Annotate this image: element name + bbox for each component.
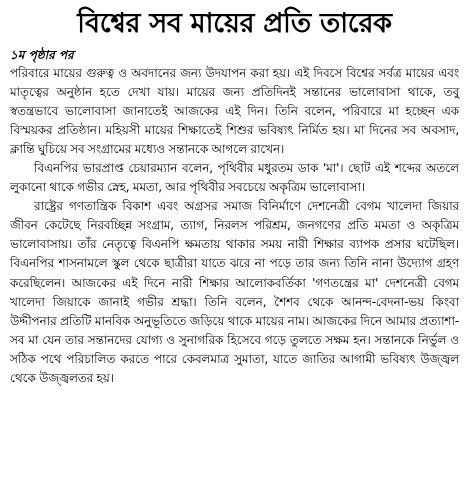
article-body xyxy=(10,64,459,388)
headline: বিশ্বের সব মায়ের প্রতি তারেক xyxy=(77,8,392,39)
article-paragraph: বিএনপির ভারপ্রাপ্ত চেয়ারম্যান বলেন, পৃথিবীর মধুরতম ডাক 'মা'। ছোট এই শব্দের অতলে লুকানো থাকে গভীর স্নেহ, মমতা, আর পৃথিবীর সবচেয়ে অকৃত্রিম ভালোবাসা। xyxy=(10,161,459,195)
continued-from-label: ১ম পৃষ্ঠার পর xyxy=(10,48,74,62)
article-paragraph: পরিবারে মায়ের গুরুত্ব ও অবদানের জন্য উদযাপন করা হয়। এই দিবসে বিশ্বের সর্বত্র মায়ের এবং মাতৃত্বের অনুষ্ঠান হতে দেখা যায়। মায়ের জন্য প্রতিদিনই সন্তানের ভালোবাসা থাকে, তবু স্বতন্ত্রভাবে ভালোবাসা জানাতেই আজকের এই দিন। তিনি বলেন, পরিবারে মা হচ্ছেন এক বিস্ময়কর প্রতিষ্ঠান। মহিয়সী মায়ের শিক্ষাতেই শিশুর ভবিষ্যৎ নির্মিত হয়। মা দিনের সব অবসাদ, ক্লান্তি ঘুচিয়ে সব সংগ্রামের মধ্যেও সন্তানকে আগলে রাখেন। xyxy=(10,66,459,157)
article-paragraph: রাষ্ট্রের গণতান্ত্রিক বিকাশ এবং অগ্রসর সমাজ বিনির্মাণে দেশনেত্রী বেগম খালেদা জিয়ার জীবন কেটেছে নিরবচ্ছিন্ন সংগ্রাম, ত্যাগ, নিরলস পরিশ্রম, জনগণের প্রতি মমতা ও অকৃত্রিম ভালোবাসায়। তাঁর নেতৃত্বে বিএনপি ক্ষমতায় থাকার সময় নারী শিক্ষার ব্যাপক প্রসার ঘটেছিল। বিএনপির শাসনামলে স্কুল থেকে ছাত্রীরা যাতে ঝরে না পড়ে তার জন্য তিনি নানা উদ্যোগ গ্রহণ করেছিলেন। আজকের এই দিনে নারী শিক্ষার আলোকবর্তিকা 'গণতন্ত্রের মা' দেশনেত্রী বেগম খালেদা জিয়াকে জানাই গভীর শ্রদ্ধা। তিনি বলেন, শৈশব থেকে আনন্দ-বেদনা-ভয় কিংবা উদ্দীপনার প্রতিটি মানবিক অনুভূতিতে জড়িয়ে থাকে মায়ের নাম। আজকের দিনে আমার প্রত্যাশা-সব মা যেন তার সন্তানদের যোগ্য ও সুনাগরিক হিসেবে গড়ে তুলতে সক্ষম হন। সন্তানকে নির্ভুল ও সঠিক পথে পরিচালিত করতে পারে কেবলমাত্র সুমাতা, যাতে জাতির আগামী ভবিষ্যৎ উজ্জ্বল থেকে উজ্জ্বলতর হয়। xyxy=(10,199,459,385)
